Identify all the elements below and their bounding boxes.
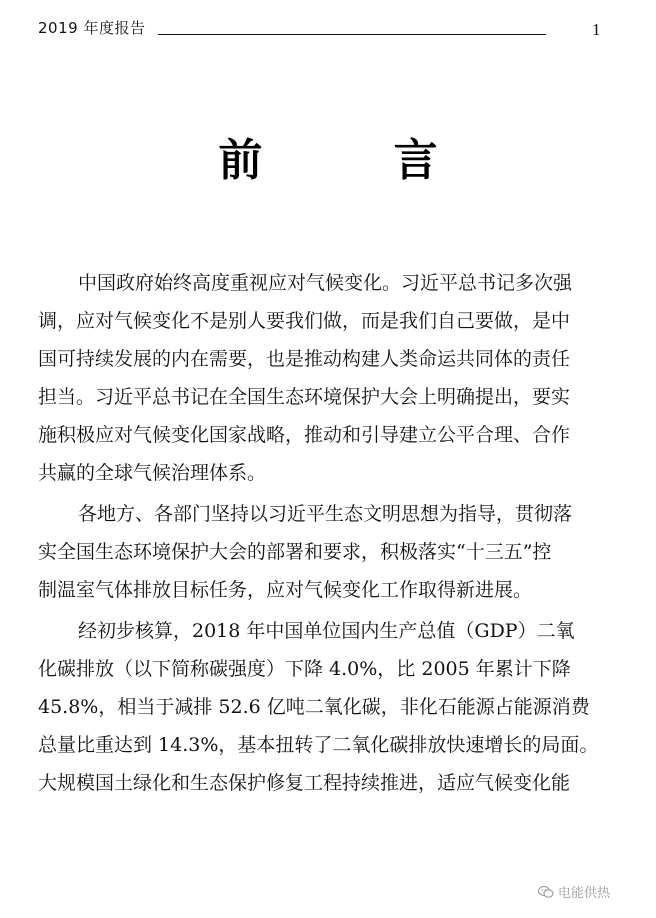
- paragraph-line: 各地方、各部门坚持以习近平生态文明思想为指导，贯彻落: [78, 503, 573, 525]
- wechat-icon: [538, 885, 554, 899]
- paragraph-line: 国可持续发展的内在需要，也是推动构建人类命运共同体的责任: [38, 348, 571, 370]
- report-title: 2019 年度报告: [38, 19, 146, 37]
- paragraph-line: 中国政府始终高度重视应对气候变化。习近平总书记多次强: [78, 272, 573, 294]
- paragraph-line: 大规模国土绿化和生态保护修复工程持续推进，适应气候变化能: [38, 772, 571, 794]
- page-number: 1: [592, 20, 601, 39]
- paragraph-line: 担当。习近平总书记在全国生态环境保护大会上明确提出，要实: [38, 386, 571, 408]
- paragraph-line: 制温室气体排放目标任务，应对气候变化工作取得新进展。: [38, 579, 533, 601]
- paragraph-line: 施积极应对气候变化国家战略，推动和引导建立公平合理、合作: [38, 424, 571, 446]
- paragraph-line: 经初步核算，2018 年中国单位国内生产总值（GDP）二氧: [78, 620, 575, 642]
- body-text: [38, 264, 622, 802]
- watermark-text: 电能供热: [558, 886, 611, 901]
- watermark: [538, 882, 610, 901]
- paragraph-line: 45.8%，相当于减排 52.6 亿吨二氧化碳，非化石能源占能源消费: [38, 696, 590, 718]
- page-header: [0, 0, 656, 50]
- paragraph-line: 调，应对气候变化不是别人要我们做，而是我们自己要做，是中: [38, 310, 571, 332]
- section-heading: 前 言: [218, 135, 496, 186]
- paragraph-line: 实全国生态环境保护大会的部署和要求，积极落实“十三五”控: [38, 541, 552, 563]
- header-rule: [158, 34, 546, 35]
- paragraph-line: 化碳排放（以下简称碳强度）下降 4.0%，比 2005 年累计下降: [38, 658, 571, 680]
- paragraph-line: 总量比重达到 14.3%，基本扭转了二氧化碳排放快速增长的局面。: [38, 734, 599, 756]
- paragraph-line: 共赢的全球气候治理体系。: [38, 462, 267, 484]
